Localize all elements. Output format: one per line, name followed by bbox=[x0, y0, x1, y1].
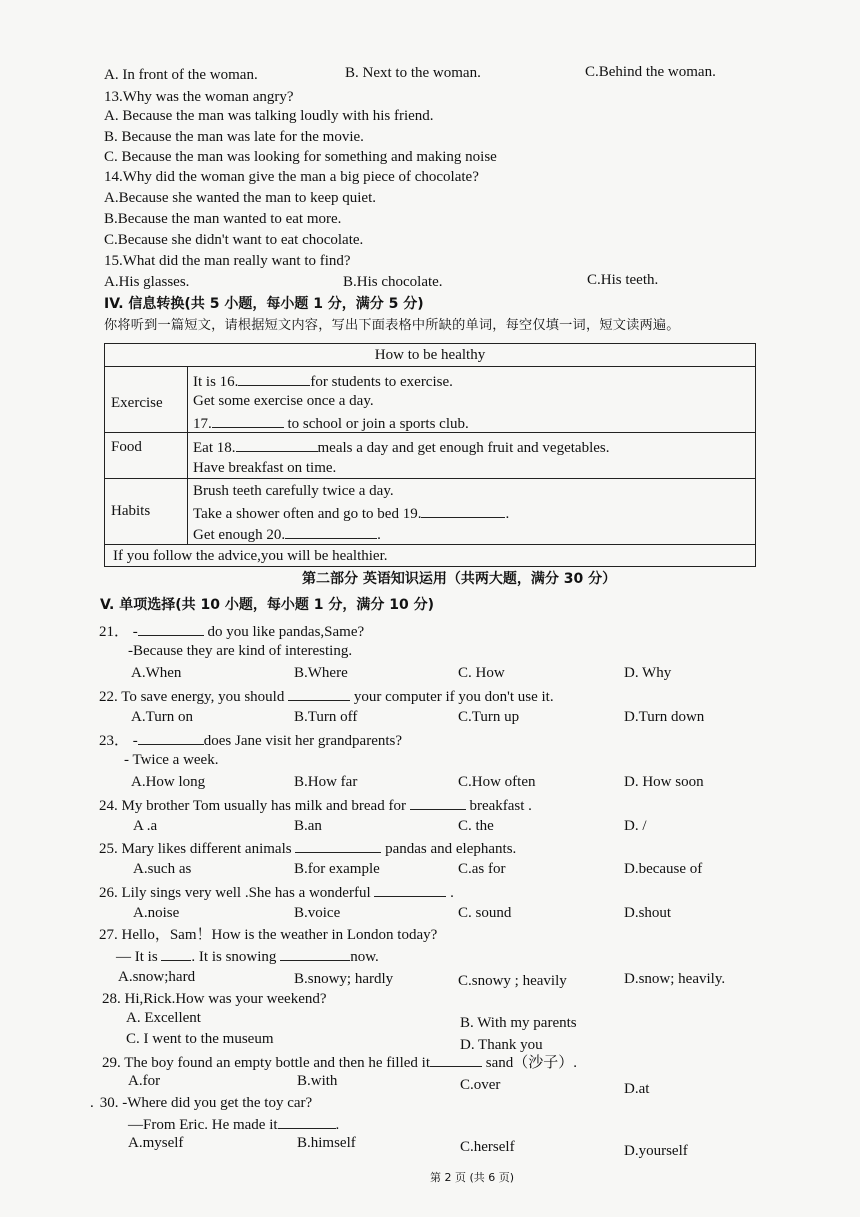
row-label-food: Food bbox=[111, 439, 142, 455]
q26-option-b: B.voice bbox=[294, 905, 341, 921]
q25-option-c: C.as for bbox=[458, 861, 506, 877]
q14-option-c: C.Because she didn't want to eat chocolate. bbox=[104, 232, 364, 248]
q24-option-c: C. the bbox=[458, 818, 494, 834]
healthy-table bbox=[104, 343, 756, 567]
q21-stem: 21． - do you like pandas,Same? bbox=[99, 621, 364, 641]
q14-question: 14.Why did the woman give the man a big piece of chocolate? bbox=[104, 169, 479, 185]
q13-option-c: C. Because the man was looking for something and making noise bbox=[104, 149, 497, 165]
q26-stem: 26. Lily sings very well .She has a wonderful . bbox=[99, 882, 454, 902]
q26-option-d: D.shout bbox=[624, 905, 672, 921]
section-4-instruction: 你将听到一篇短文，请根据短文内容，写出下面表格中所缺的单词，每空仅填一词，短文读两遍。 bbox=[104, 318, 680, 333]
q21-line2: -Because they are kind of interesting. bbox=[128, 643, 353, 659]
q26-option-a: A.noise bbox=[133, 905, 180, 921]
q29-option-a: A.for bbox=[128, 1073, 161, 1089]
row-label-exercise: Exercise bbox=[111, 395, 163, 411]
exercise-line-3: 17. to school or join a sports club. bbox=[193, 413, 469, 433]
q13-question: 13.Why was the woman angry? bbox=[104, 89, 294, 105]
q24-option-d: D. / bbox=[624, 818, 647, 834]
section-5-heading: V. 单项选择(共 10 小题，每小题 1 分，满分 10 分) bbox=[100, 597, 434, 613]
habits-line-3: Get enough 20. . bbox=[193, 524, 381, 544]
habits-line-1: Brush teeth carefully twice a day. bbox=[193, 483, 394, 499]
q27-option-c: C.snowy ; heavily bbox=[458, 973, 567, 989]
table-title: How to be healthy bbox=[374, 347, 486, 363]
q21-option-d: D. Why bbox=[624, 665, 672, 681]
q26-option-c: C. sound bbox=[458, 905, 512, 921]
q15-option-c: C.His teeth. bbox=[587, 272, 659, 288]
q21-option-b: B.Where bbox=[294, 665, 348, 681]
exercise-line-2: Get some exercise once a day. bbox=[193, 393, 374, 409]
food-line-1: Eat 18. meals a day and get enough fruit and vegetables. bbox=[193, 437, 609, 457]
q23-stem: 23． - does Jane visit her grandparents? bbox=[99, 730, 402, 750]
q15-option-a: A.His glasses. bbox=[104, 274, 190, 290]
q23-line2: - Twice a week. bbox=[124, 752, 219, 768]
q21-option-c: C. How bbox=[458, 665, 505, 681]
q28-option-c: C. I went to the museum bbox=[126, 1031, 274, 1047]
q13-option-a: A. Because the man was talking loudly with his friend. bbox=[104, 108, 434, 124]
q28-stem: 28. Hi,Rick.How was your weekend? bbox=[102, 991, 327, 1007]
q25-option-b: B.for example bbox=[294, 861, 380, 877]
q23-option-a: A.How long bbox=[131, 774, 206, 790]
q29-stem: 29. The boy found an empty bottle and then he filled it sand（沙子）. bbox=[102, 1052, 577, 1072]
q25-stem: 25. Mary likes different animals pandas and elephants. bbox=[99, 838, 516, 858]
q12-option-b: B. Next to the woman. bbox=[345, 65, 481, 81]
table-footer: If you follow the advice,you will be healthier. bbox=[113, 548, 388, 564]
q27-option-d: D.snow; heavily. bbox=[624, 971, 726, 987]
q30-stem: . 30. -Where did you get the toy car? bbox=[90, 1095, 313, 1111]
q27-option-b: B.snowy; hardly bbox=[294, 971, 394, 987]
q30-option-d: D.yourself bbox=[624, 1143, 688, 1159]
q22-option-b: B.Turn off bbox=[294, 709, 358, 725]
q21-option-a: A.When bbox=[131, 665, 182, 681]
q12-option-a: A. In front of the woman. bbox=[104, 67, 258, 83]
q29-option-d: D.at bbox=[624, 1081, 650, 1097]
q29-option-b: B.with bbox=[297, 1073, 338, 1089]
q27-option-a: A.snow;hard bbox=[118, 969, 196, 985]
habits-line-2: Take a shower often and go to bed 19. . bbox=[193, 503, 509, 523]
q22-option-d: D.Turn down bbox=[624, 709, 705, 725]
q24-stem: 24. My brother Tom usually has milk and bread for breakfast . bbox=[99, 795, 532, 815]
q13-option-b: B. Because the man was late for the movie. bbox=[104, 129, 364, 145]
q23-option-c: C.How often bbox=[458, 774, 536, 790]
q14-option-a: A.Because she wanted the man to keep quiet. bbox=[104, 190, 376, 206]
q30-option-b: B.himself bbox=[297, 1135, 356, 1151]
q22-option-a: A.Turn on bbox=[131, 709, 193, 725]
q29-option-c: C.over bbox=[460, 1077, 501, 1093]
part-2-heading: 第二部分 英语知识运用（共两大题，满分 30 分） bbox=[302, 571, 617, 587]
q22-option-c: C.Turn up bbox=[458, 709, 520, 725]
q28-option-a: A. Excellent bbox=[126, 1010, 201, 1026]
q14-option-b: B.Because the man wanted to eat more. bbox=[104, 211, 342, 227]
q27-line2: — It is . It is snowing now. bbox=[116, 946, 379, 966]
q30-option-a: A.myself bbox=[128, 1135, 184, 1151]
q15-option-b: B.His chocolate. bbox=[343, 274, 443, 290]
q25-option-a: A.such as bbox=[133, 861, 192, 877]
q27-stem: 27. Hello，Sam！How is the weather in London today? bbox=[99, 927, 438, 943]
q30-line2: —From Eric. He made it . bbox=[128, 1114, 339, 1134]
q30-option-c: C.herself bbox=[460, 1139, 515, 1155]
q22-stem: 22. To save energy, you should your computer if you don't use it. bbox=[99, 686, 554, 706]
row-label-habits: Habits bbox=[111, 503, 151, 519]
food-line-2: Have breakfast on time. bbox=[193, 460, 337, 476]
q15-question: 15.What did the man really want to find? bbox=[104, 253, 351, 269]
q24-option-a: A .a bbox=[133, 818, 158, 834]
q23-option-d: D. How soon bbox=[624, 774, 704, 790]
q23-option-b: B.How far bbox=[294, 774, 358, 790]
page-footer: 第 2 页 (共 6 页) bbox=[430, 1171, 515, 1184]
q28-option-d: D. Thank you bbox=[460, 1037, 543, 1053]
q12-option-c: C.Behind the woman. bbox=[585, 64, 716, 80]
q25-option-d: D.because of bbox=[624, 861, 703, 877]
q24-option-b: B.an bbox=[294, 818, 322, 834]
exercise-line-1: It is 16. for students to exercise. bbox=[193, 371, 453, 391]
q28-option-b: B. With my parents bbox=[460, 1015, 577, 1031]
section-4-heading: IV. 信息转换(共 5 小题，每小题 1 分，满分 5 分) bbox=[104, 296, 424, 312]
